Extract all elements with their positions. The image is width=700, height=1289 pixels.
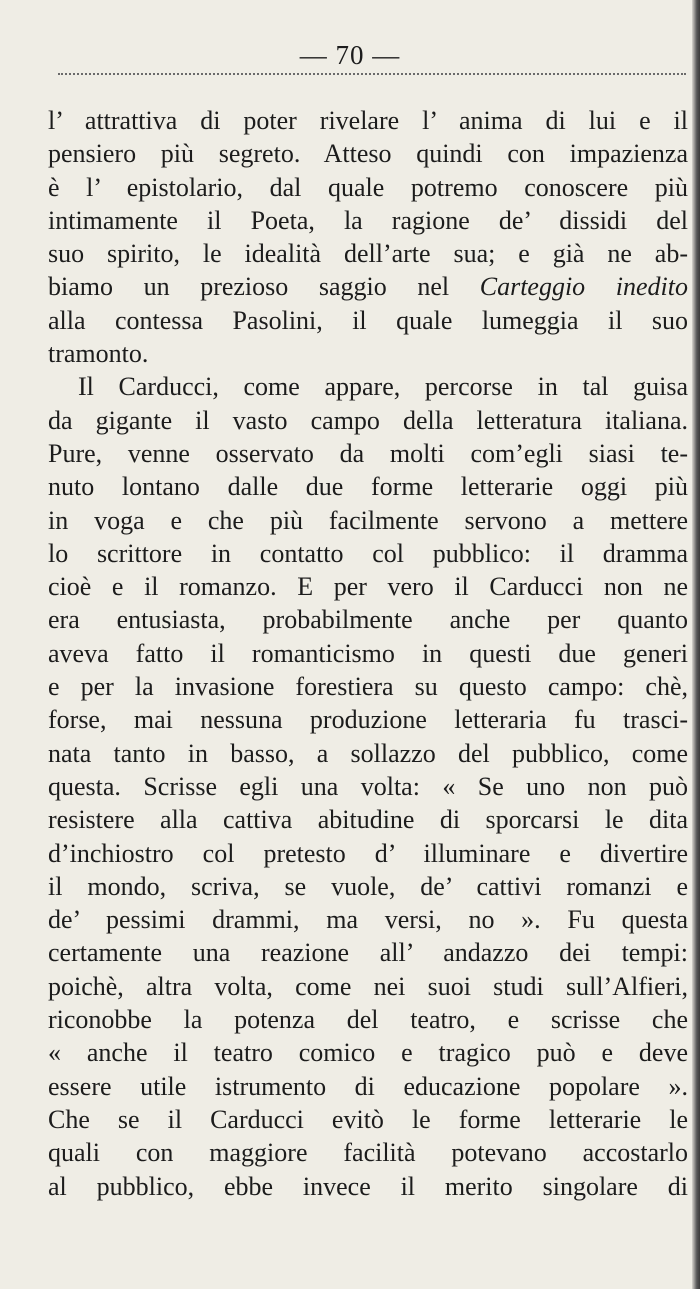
text-line: intimamente il Poeta, la ragione de’ dissidi del xyxy=(48,205,688,235)
text-line: d’inchiostro col pretesto d’ illuminare e divertire xyxy=(48,838,688,868)
text-line: Il Carducci, come appare, percorse in tal guisa xyxy=(78,372,688,402)
page-header xyxy=(0,40,700,71)
text-line: da gigante il vasto campo della letteratura italiana. xyxy=(48,405,688,435)
text-line: al pubblico, ebbe invece il merito singolare di xyxy=(48,1171,688,1201)
text-line: pensiero più segreto. Atteso quindi con impazienza xyxy=(48,139,688,169)
text-line: suo spirito, le idealità dell’arte sua; e già ne ab- xyxy=(48,239,688,269)
text-line: quali con maggiore facilità potevano accostarlo xyxy=(48,1138,688,1168)
text-line: in voga e che più facilmente servono a mettere xyxy=(48,505,688,535)
text-line: resistere alla cattiva abitudine di sporcarsi le dita xyxy=(48,805,688,835)
text-line: riconobbe la potenza del teatro, e scrisse che xyxy=(48,1005,688,1035)
italic-title: Carteggio inedito xyxy=(479,272,688,302)
text-line: nuto lontano dalle due forme letterarie oggi più xyxy=(48,472,688,502)
text-line: tramonto. xyxy=(48,339,149,369)
text-line: era entusiasta, probabilmente anche per quanto xyxy=(48,605,688,635)
text-line: « anche il teatro comico e tragico può e deve xyxy=(48,1038,688,1068)
paragraph xyxy=(48,370,688,1202)
body-text xyxy=(48,104,688,1203)
text-line: e per la invasione forestiera su questo campo: chè, xyxy=(48,672,688,702)
text-segment: biamo un prezioso saggio nel xyxy=(48,272,450,302)
text-line: il mondo, scriva, se vuole, de’ cattivi romanzi e xyxy=(48,871,688,901)
header-rule xyxy=(58,73,686,75)
text-line: cioè e il romanzo. E per vero il Carducci non ne xyxy=(48,572,688,602)
text-line: forse, mai nessuna produzione letteraria fu trasci- xyxy=(48,705,688,735)
text-line: essere utile istrumento di educazione popolare ». xyxy=(48,1071,688,1101)
text-line: lo scrittore in contatto col pubblico: il dramma xyxy=(48,538,688,568)
text-line: alla contessa Pasolini, il quale lumeggia il suo xyxy=(48,305,688,335)
text-line: certamente una reazione all’ andazzo dei tempi: xyxy=(48,938,688,968)
text-line: de’ pessimi drammi, ma versi, no ». Fu questa xyxy=(48,905,688,935)
text-line: questa. Scrisse egli una volta: « Se uno non può xyxy=(48,771,688,801)
text-line: l’ attrattiva di poter rivelare l’ anima di lui e il xyxy=(48,106,688,135)
text-line xyxy=(48,270,688,303)
text-line: è l’ epistolario, dal quale potremo conoscere più xyxy=(48,172,688,202)
text-line: Pure, venne osservato da molti com’egli siasi te- xyxy=(48,438,688,468)
text-line: aveva fatto il romanticismo in questi due generi xyxy=(48,638,688,668)
text-line: Che se il Carducci evitò le forme letterarie le xyxy=(48,1104,688,1134)
paragraph xyxy=(48,104,688,370)
page-binding-edge xyxy=(692,0,700,1289)
text-line: nata tanto in basso, a sollazzo del pubblico, come xyxy=(48,738,688,768)
page-number: — 70 — xyxy=(299,40,401,70)
text-line: poichè, altra volta, come nei suoi studi sull’Alfieri, xyxy=(48,971,688,1001)
